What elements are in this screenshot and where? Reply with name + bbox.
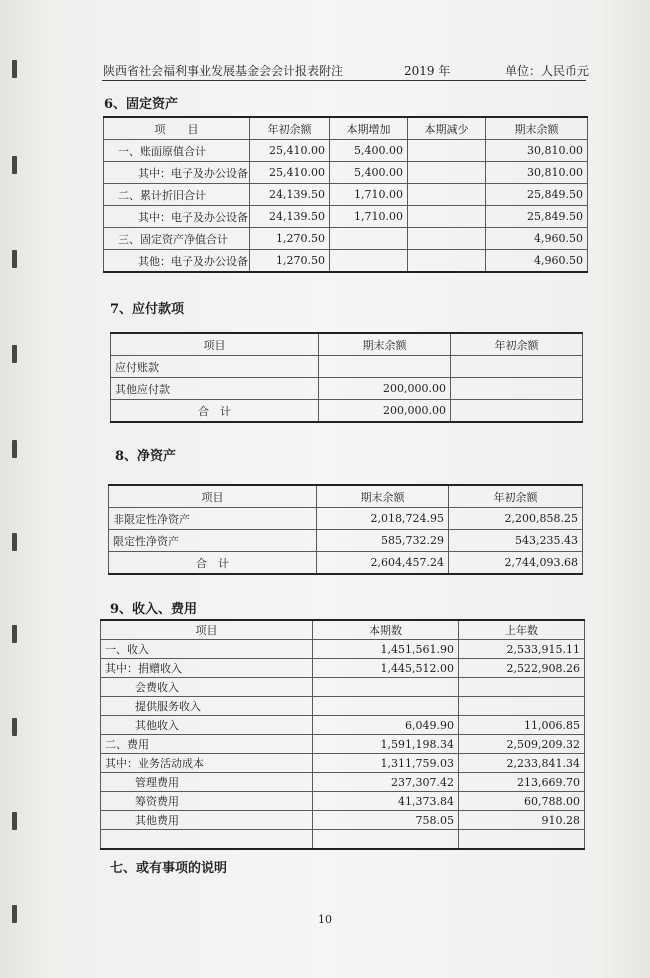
row-label: 应付账款	[111, 356, 319, 378]
column-header: 项目	[101, 620, 313, 640]
closing-balance: 30,810.00	[486, 140, 588, 162]
period-decrease	[408, 140, 486, 162]
opening-balance: 1,270.50	[250, 228, 330, 250]
closing-balance: 585,732.29	[317, 530, 449, 552]
opening-balance: 1,270.50	[250, 250, 330, 273]
current-amount: 1,451,561.90	[313, 640, 459, 659]
table-row	[104, 184, 588, 206]
row-label: 管理费用	[101, 773, 313, 792]
period-increase	[330, 228, 408, 250]
period-decrease	[408, 162, 486, 184]
row-label: 二、费用	[101, 735, 313, 754]
row-label: 筹资费用	[101, 792, 313, 811]
current-amount: 6,049.90	[313, 716, 459, 735]
table-row	[101, 716, 585, 735]
table-row	[111, 378, 583, 400]
binding-hole-mark	[12, 156, 17, 174]
closing-balance: 2,018,724.95	[317, 508, 449, 530]
prior-year-amount	[459, 678, 585, 697]
period-decrease	[408, 228, 486, 250]
period-increase: 1,710.00	[330, 184, 408, 206]
table-header-row	[104, 117, 588, 140]
table-row	[101, 830, 585, 850]
column-header: 本期数	[313, 620, 459, 640]
table-row	[101, 659, 585, 678]
report-year: 2019 年	[404, 64, 451, 78]
binding-hole-mark	[12, 60, 17, 78]
row-label: 其中：业务活动成本	[101, 754, 313, 773]
total-row	[111, 400, 583, 423]
binding-hole-mark	[12, 718, 17, 736]
closing-balance: 200,000.00	[319, 400, 451, 423]
table-row	[104, 206, 588, 228]
opening-balance: 2,744,093.68	[449, 552, 583, 575]
prior-year-amount: 60,788.00	[459, 792, 585, 811]
column-header: 项目	[109, 485, 317, 508]
prior-year-amount: 2,522,908.26	[459, 659, 585, 678]
closing-balance: 2,604,457.24	[317, 552, 449, 575]
current-amount: 237,307.42	[313, 773, 459, 792]
opening-balance: 2,200,858.25	[449, 508, 583, 530]
table-row	[104, 228, 588, 250]
header-rule	[102, 80, 586, 81]
table-row	[109, 508, 583, 530]
column-header: 年初余额	[449, 485, 583, 508]
opening-balance: 24,139.50	[250, 184, 330, 206]
table-row	[101, 697, 585, 716]
column-header: 年初余额	[250, 117, 330, 140]
row-label: 合 计	[111, 400, 319, 423]
table-row	[101, 735, 585, 754]
period-decrease	[408, 184, 486, 206]
table-header-row	[109, 485, 583, 508]
closing-balance: 25,849.50	[486, 184, 588, 206]
prior-year-amount	[459, 697, 585, 716]
period-increase: 5,400.00	[330, 140, 408, 162]
prior-year-amount: 11,006.85	[459, 716, 585, 735]
table-row	[101, 811, 585, 830]
row-label: 一、账面原值合计	[104, 140, 250, 162]
current-amount: 41,373.84	[313, 792, 459, 811]
page-number: 10	[318, 913, 332, 926]
binding-hole-mark	[12, 345, 17, 363]
table-row	[111, 356, 583, 378]
row-label: 其中：捐赠收入	[101, 659, 313, 678]
closing-balance	[319, 356, 451, 378]
current-amount: 758.05	[313, 811, 459, 830]
current-amount	[313, 830, 459, 850]
period-decrease	[408, 250, 486, 273]
payables-heading: 7、应付款项	[110, 302, 185, 317]
table-row	[104, 140, 588, 162]
table-row	[101, 792, 585, 811]
current-amount: 1,445,512.00	[313, 659, 459, 678]
current-amount	[313, 678, 459, 697]
column-header: 上年数	[459, 620, 585, 640]
prior-year-amount: 2,533,915.11	[459, 640, 585, 659]
income-expense-table	[100, 619, 585, 850]
column-header: 项目	[111, 333, 319, 356]
row-label: 限定性净资产	[109, 530, 317, 552]
closing-balance: 4,960.50	[486, 228, 588, 250]
binding-hole-mark	[12, 250, 17, 268]
opening-balance: 25,410.00	[250, 140, 330, 162]
row-label: 其他费用	[101, 811, 313, 830]
period-increase: 5,400.00	[330, 162, 408, 184]
opening-balance: 543,235.43	[449, 530, 583, 552]
row-label: 非限定性净资产	[109, 508, 317, 530]
table-row	[101, 773, 585, 792]
closing-balance: 200,000.00	[319, 378, 451, 400]
prior-year-amount: 910.28	[459, 811, 585, 830]
table-row	[101, 640, 585, 659]
column-header: 期末余额	[319, 333, 451, 356]
table-row	[101, 754, 585, 773]
opening-balance: 25,410.00	[250, 162, 330, 184]
row-label: 合 计	[109, 552, 317, 575]
row-label: 其中：电子及办公设备	[104, 206, 250, 228]
prior-year-amount: 2,509,209.32	[459, 735, 585, 754]
table-row	[101, 678, 585, 697]
fixed-assets-heading: 6、固定资产	[104, 97, 179, 112]
closing-balance: 4,960.50	[486, 250, 588, 273]
opening-balance	[451, 356, 583, 378]
table-header-row	[111, 333, 583, 356]
row-label: 其他应付款	[111, 378, 319, 400]
row-label: 其中：电子及办公设备	[104, 162, 250, 184]
table-row	[104, 162, 588, 184]
prior-year-amount	[459, 830, 585, 850]
payables-table	[110, 332, 583, 423]
row-label: 三、固定资产净值合计	[104, 228, 250, 250]
column-header: 本期减少	[408, 117, 486, 140]
table-row	[104, 250, 588, 273]
currency-unit: 单位：人民币元	[505, 64, 590, 78]
net-assets-table	[108, 484, 583, 575]
binding-hole-mark	[12, 625, 17, 643]
column-header: 本期增加	[330, 117, 408, 140]
row-label: 其他收入	[101, 716, 313, 735]
total-row	[109, 552, 583, 575]
prior-year-amount: 213,669.70	[459, 773, 585, 792]
row-label: 会费收入	[101, 678, 313, 697]
report-title: 陕西省社会福利事业发展基金会会计报表附注	[103, 64, 344, 78]
period-decrease	[408, 206, 486, 228]
opening-balance	[451, 400, 583, 423]
closing-balance: 25,849.50	[486, 206, 588, 228]
period-increase	[330, 250, 408, 273]
current-amount: 1,311,759.03	[313, 754, 459, 773]
column-header: 年初余额	[451, 333, 583, 356]
table-row	[109, 530, 583, 552]
opening-balance: 24,139.50	[250, 206, 330, 228]
column-header: 期末余额	[486, 117, 588, 140]
binding-hole-mark	[12, 533, 17, 551]
column-header: 期末余额	[317, 485, 449, 508]
row-label: 提供服务收入	[101, 697, 313, 716]
row-label: 一、收入	[101, 640, 313, 659]
period-increase: 1,710.00	[330, 206, 408, 228]
income-expense-heading: 9、收入、费用	[110, 602, 198, 617]
closing-balance: 30,810.00	[486, 162, 588, 184]
prior-year-amount: 2,233,841.34	[459, 754, 585, 773]
fixed-assets-table	[103, 116, 588, 273]
binding-hole-mark	[12, 440, 17, 458]
column-header: 项 目	[104, 117, 250, 140]
row-label: 其他：电子及办公设备	[104, 250, 250, 273]
net-assets-heading: 8、净资产	[115, 449, 177, 464]
binding-hole-mark	[12, 812, 17, 830]
opening-balance	[451, 378, 583, 400]
current-amount	[313, 697, 459, 716]
row-label	[101, 830, 313, 850]
table-header-row	[101, 620, 585, 640]
contingency-heading: 七、或有事项的说明	[110, 861, 228, 876]
row-label: 二、累计折旧合计	[104, 184, 250, 206]
current-amount: 1,591,198.34	[313, 735, 459, 754]
